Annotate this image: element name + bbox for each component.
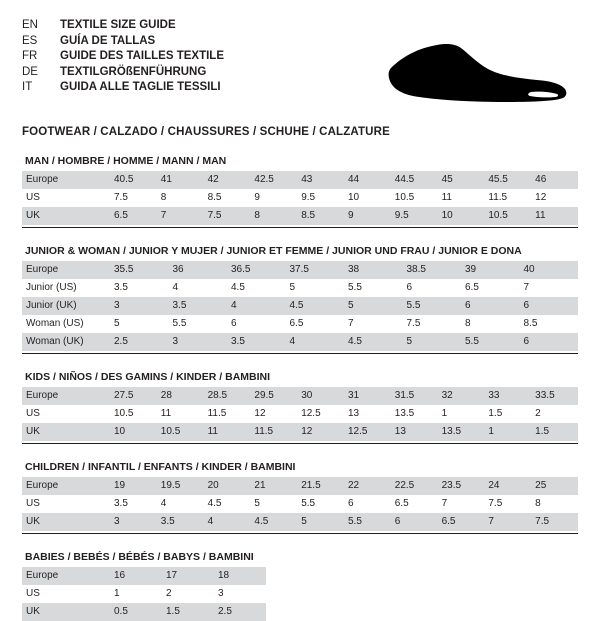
cell: 12 — [250, 405, 297, 423]
cell: 3.5 — [157, 513, 204, 531]
cell: 7.5 — [204, 207, 251, 225]
table-row — [22, 261, 578, 279]
cell: 41 — [157, 171, 204, 189]
cell: 4.5 — [204, 495, 251, 513]
table-row — [22, 585, 578, 603]
section-title: CHILDREN / INFANTIL / ENFANTS / KINDER / BAMBINI — [25, 461, 296, 473]
cell: 3 — [214, 585, 266, 603]
divider — [22, 353, 578, 354]
cell: 7 — [520, 279, 579, 297]
row-label: US — [22, 585, 110, 603]
cell: 5.5 — [461, 333, 520, 351]
table-row — [22, 207, 578, 225]
cell: 4.5 — [286, 297, 345, 315]
cell: 11.5 — [484, 189, 531, 207]
language-title: TEXTILGRÖßENFÜHRUNG — [60, 65, 207, 78]
cell: 4 — [227, 297, 286, 315]
size-table-junior-woman — [22, 261, 578, 351]
row-label: US — [22, 405, 110, 423]
cell: 5 — [403, 333, 462, 351]
cell: 6.5 — [110, 207, 157, 225]
cell: 12.5 — [344, 423, 391, 441]
cell: 10 — [110, 423, 157, 441]
language-code: FR — [22, 50, 38, 63]
cell: 27.5 — [110, 387, 157, 405]
cell: 31.5 — [391, 387, 438, 405]
cell: 6 — [520, 297, 579, 315]
cell: 10.5 — [391, 189, 438, 207]
cell: 4 — [157, 495, 204, 513]
cell: 35.5 — [110, 261, 169, 279]
cell: 24 — [484, 477, 531, 495]
cell: 6.5 — [438, 513, 485, 531]
cell: 21 — [250, 477, 297, 495]
section-man — [22, 155, 578, 228]
cell: 18 — [214, 567, 266, 585]
row-label: US — [22, 189, 110, 207]
cell: 8.5 — [204, 189, 251, 207]
cell: 9.5 — [391, 207, 438, 225]
cell: 1.5 — [484, 405, 531, 423]
cell: 2.5 — [110, 333, 169, 351]
size-table-children — [22, 477, 578, 531]
section-title: BABIES / BEBÉS / BÉBÉS / BABYS / BAMBINI — [25, 551, 254, 563]
cell: 7 — [344, 315, 403, 333]
cell: 6.5 — [391, 495, 438, 513]
divider — [22, 533, 578, 534]
cell-empty — [474, 585, 526, 603]
table-row — [22, 387, 578, 405]
cell: 4 — [286, 333, 345, 351]
cell: 3 — [110, 297, 169, 315]
cell: 10.5 — [110, 405, 157, 423]
cell-empty — [526, 585, 578, 603]
cell-empty — [266, 567, 318, 585]
cell: 7.5 — [403, 315, 462, 333]
cell: 7 — [157, 207, 204, 225]
cell-empty — [474, 567, 526, 585]
language-code: ES — [22, 34, 38, 47]
section-junior-woman — [22, 245, 578, 354]
cell: 20 — [204, 477, 251, 495]
cell: 19.5 — [157, 477, 204, 495]
cell: 42 — [204, 171, 251, 189]
cell-empty — [370, 567, 422, 585]
cell: 28 — [157, 387, 204, 405]
cell: 21.5 — [297, 477, 344, 495]
cell: 5 — [297, 513, 344, 531]
section-title: MAN / HOMBRE / HOMME / MANN / MAN — [25, 155, 227, 167]
cell: 11 — [157, 405, 204, 423]
cell: 16 — [110, 567, 162, 585]
cell: 11.5 — [250, 423, 297, 441]
row-label: US — [22, 495, 110, 513]
row-label: UK — [22, 513, 110, 531]
table-row — [22, 189, 578, 207]
cell: 1 — [438, 405, 485, 423]
language-code: DE — [22, 65, 38, 78]
language-row — [22, 80, 224, 96]
language-row — [22, 65, 224, 81]
cell: 7 — [484, 513, 531, 531]
cell: 40.5 — [110, 171, 157, 189]
table-row — [22, 171, 578, 189]
cell: 3 — [169, 333, 228, 351]
divider — [22, 227, 578, 228]
cell: 6 — [344, 495, 391, 513]
cell: 9.5 — [297, 189, 344, 207]
cell: 36 — [169, 261, 228, 279]
cell: 6 — [461, 297, 520, 315]
row-label: UK — [22, 423, 110, 441]
cell: 36.5 — [227, 261, 286, 279]
divider — [22, 443, 578, 444]
language-title: GUIDA ALLE TAGLIE TESSILI — [60, 81, 221, 94]
cell: 10.5 — [157, 423, 204, 441]
table-row — [22, 495, 578, 513]
cell: 13.5 — [438, 423, 485, 441]
cell: 12 — [297, 423, 344, 441]
row-label: UK — [22, 603, 110, 621]
cell: 5.5 — [169, 315, 228, 333]
section-title: KIDS / NIÑOS / DES GAMINS / KINDER / BAMBINI — [25, 371, 271, 383]
size-table-kids — [22, 387, 578, 441]
row-label: Europe — [22, 567, 110, 585]
cell: 3.5 — [110, 279, 169, 297]
cell: 45.5 — [484, 171, 531, 189]
cell: 8 — [157, 189, 204, 207]
cell: 10 — [438, 207, 485, 225]
cell: 43 — [297, 171, 344, 189]
cell: 9 — [250, 189, 297, 207]
footwear-heading: FOOTWEAR / CALZADO / CHAUSSURES / SCHUHE / CALZATURE — [22, 126, 390, 138]
section-kids — [22, 371, 578, 444]
cell: 3.5 — [169, 297, 228, 315]
table-row — [22, 315, 578, 333]
cell: 31 — [344, 387, 391, 405]
language-code: EN — [22, 19, 38, 31]
row-label: UK — [22, 207, 110, 225]
cell-empty — [474, 603, 526, 621]
cell: 2 — [162, 585, 214, 603]
cell: 7.5 — [110, 189, 157, 207]
row-label: Woman (US) — [22, 315, 110, 333]
language-title: GUÍA DE TALLAS — [60, 34, 156, 47]
cell: 17 — [162, 567, 214, 585]
cell: 46 — [531, 171, 578, 189]
cell: 38.5 — [403, 261, 462, 279]
row-label: Junior (UK) — [22, 297, 110, 315]
size-table-babies — [22, 567, 578, 621]
table-row — [22, 333, 578, 351]
cell: 33 — [484, 387, 531, 405]
cell: 30 — [297, 387, 344, 405]
cell: 8 — [531, 495, 578, 513]
cell: 5 — [286, 279, 345, 297]
section-title: JUNIOR & WOMAN / JUNIOR Y MUJER / JUNIOR ET FEMME / JUNIOR UND FRAU / JUNIOR E DONA — [25, 245, 522, 257]
row-label: Europe — [22, 261, 110, 279]
cell: 42.5 — [250, 171, 297, 189]
cell: 5.5 — [344, 279, 403, 297]
cell-empty — [422, 603, 474, 621]
cell-empty — [318, 603, 370, 621]
cell: 40 — [520, 261, 579, 279]
cell: 39 — [461, 261, 520, 279]
cell: 10 — [344, 189, 391, 207]
cell: 3.5 — [227, 333, 286, 351]
cell-empty — [370, 603, 422, 621]
cell: 3 — [110, 513, 157, 531]
cell: 11 — [531, 207, 578, 225]
page-header — [22, 18, 578, 110]
language-code: IT — [22, 81, 33, 94]
language-title: GUIDE DES TAILLES TEXTILE — [60, 50, 224, 63]
cell-empty — [526, 567, 578, 585]
cell: 6.5 — [286, 315, 345, 333]
cell: 29.5 — [250, 387, 297, 405]
cell: 8.5 — [520, 315, 579, 333]
cell: 6 — [391, 513, 438, 531]
cell: 13.5 — [391, 405, 438, 423]
cell: 5.5 — [403, 297, 462, 315]
language-row — [22, 34, 224, 50]
cell: 5 — [250, 495, 297, 513]
cell: 10.5 — [484, 207, 531, 225]
table-row — [22, 405, 578, 423]
section-babies — [22, 551, 578, 621]
cell: 6 — [227, 315, 286, 333]
cell: 12.5 — [297, 405, 344, 423]
table-row — [22, 297, 578, 315]
cell: 6.5 — [461, 279, 520, 297]
cell-empty — [422, 567, 474, 585]
cell: 11 — [438, 189, 485, 207]
cell: 4.5 — [250, 513, 297, 531]
cell-empty — [266, 603, 318, 621]
cell: 3.5 — [110, 495, 157, 513]
cell: 5.5 — [344, 513, 391, 531]
cell: 25 — [531, 477, 578, 495]
cell: 12 — [531, 189, 578, 207]
cell: 7.5 — [531, 513, 578, 531]
cell: 0.5 — [110, 603, 162, 621]
language-row — [22, 18, 224, 34]
language-title-list — [22, 18, 224, 96]
cell-empty — [318, 567, 370, 585]
cell: 4 — [169, 279, 228, 297]
cell: 32 — [438, 387, 485, 405]
cell: 2 — [531, 405, 578, 423]
cell: 6 — [403, 279, 462, 297]
table-row — [22, 513, 578, 531]
table-row — [22, 423, 578, 441]
cell: 13 — [391, 423, 438, 441]
row-label: Europe — [22, 477, 110, 495]
cell: 22.5 — [391, 477, 438, 495]
cell: 5.5 — [297, 495, 344, 513]
cell: 2.5 — [214, 603, 266, 621]
cell: 11 — [204, 423, 251, 441]
cell: 7.5 — [484, 495, 531, 513]
cell: 23.5 — [438, 477, 485, 495]
cell: 4.5 — [344, 333, 403, 351]
table-row — [22, 567, 578, 585]
size-table-man — [22, 171, 578, 225]
cell-empty — [526, 603, 578, 621]
language-title: TEXTILE SIZE GUIDE — [60, 19, 176, 31]
row-label: Europe — [22, 387, 110, 405]
cell: 22 — [344, 477, 391, 495]
cell: 1.5 — [531, 423, 578, 441]
cell-empty — [318, 585, 370, 603]
cell: 44 — [344, 171, 391, 189]
row-label: Europe — [22, 171, 110, 189]
dress-shoe-icon — [385, 30, 570, 110]
cell: 33.5 — [531, 387, 578, 405]
cell: 19 — [110, 477, 157, 495]
cell: 13 — [344, 405, 391, 423]
language-row — [22, 49, 224, 65]
cell-empty — [266, 585, 318, 603]
cell: 1 — [110, 585, 162, 603]
cell: 5 — [344, 297, 403, 315]
cell-empty — [370, 585, 422, 603]
cell: 5 — [110, 315, 169, 333]
cell: 28.5 — [204, 387, 251, 405]
section-children — [22, 461, 578, 534]
cell: 8.5 — [297, 207, 344, 225]
cell: 45 — [438, 171, 485, 189]
table-row — [22, 477, 578, 495]
cell: 6 — [520, 333, 579, 351]
cell: 4 — [204, 513, 251, 531]
row-label: Woman (UK) — [22, 333, 110, 351]
cell-empty — [422, 585, 474, 603]
cell: 11.5 — [204, 405, 251, 423]
cell: 9 — [344, 207, 391, 225]
cell: 44.5 — [391, 171, 438, 189]
cell: 37.5 — [286, 261, 345, 279]
table-row — [22, 603, 578, 621]
cell: 38 — [344, 261, 403, 279]
row-label: Junior (US) — [22, 279, 110, 297]
table-row — [22, 279, 578, 297]
cell: 8 — [461, 315, 520, 333]
cell: 8 — [250, 207, 297, 225]
cell: 1.5 — [162, 603, 214, 621]
cell: 7 — [438, 495, 485, 513]
cell: 1 — [484, 423, 531, 441]
cell: 4.5 — [227, 279, 286, 297]
